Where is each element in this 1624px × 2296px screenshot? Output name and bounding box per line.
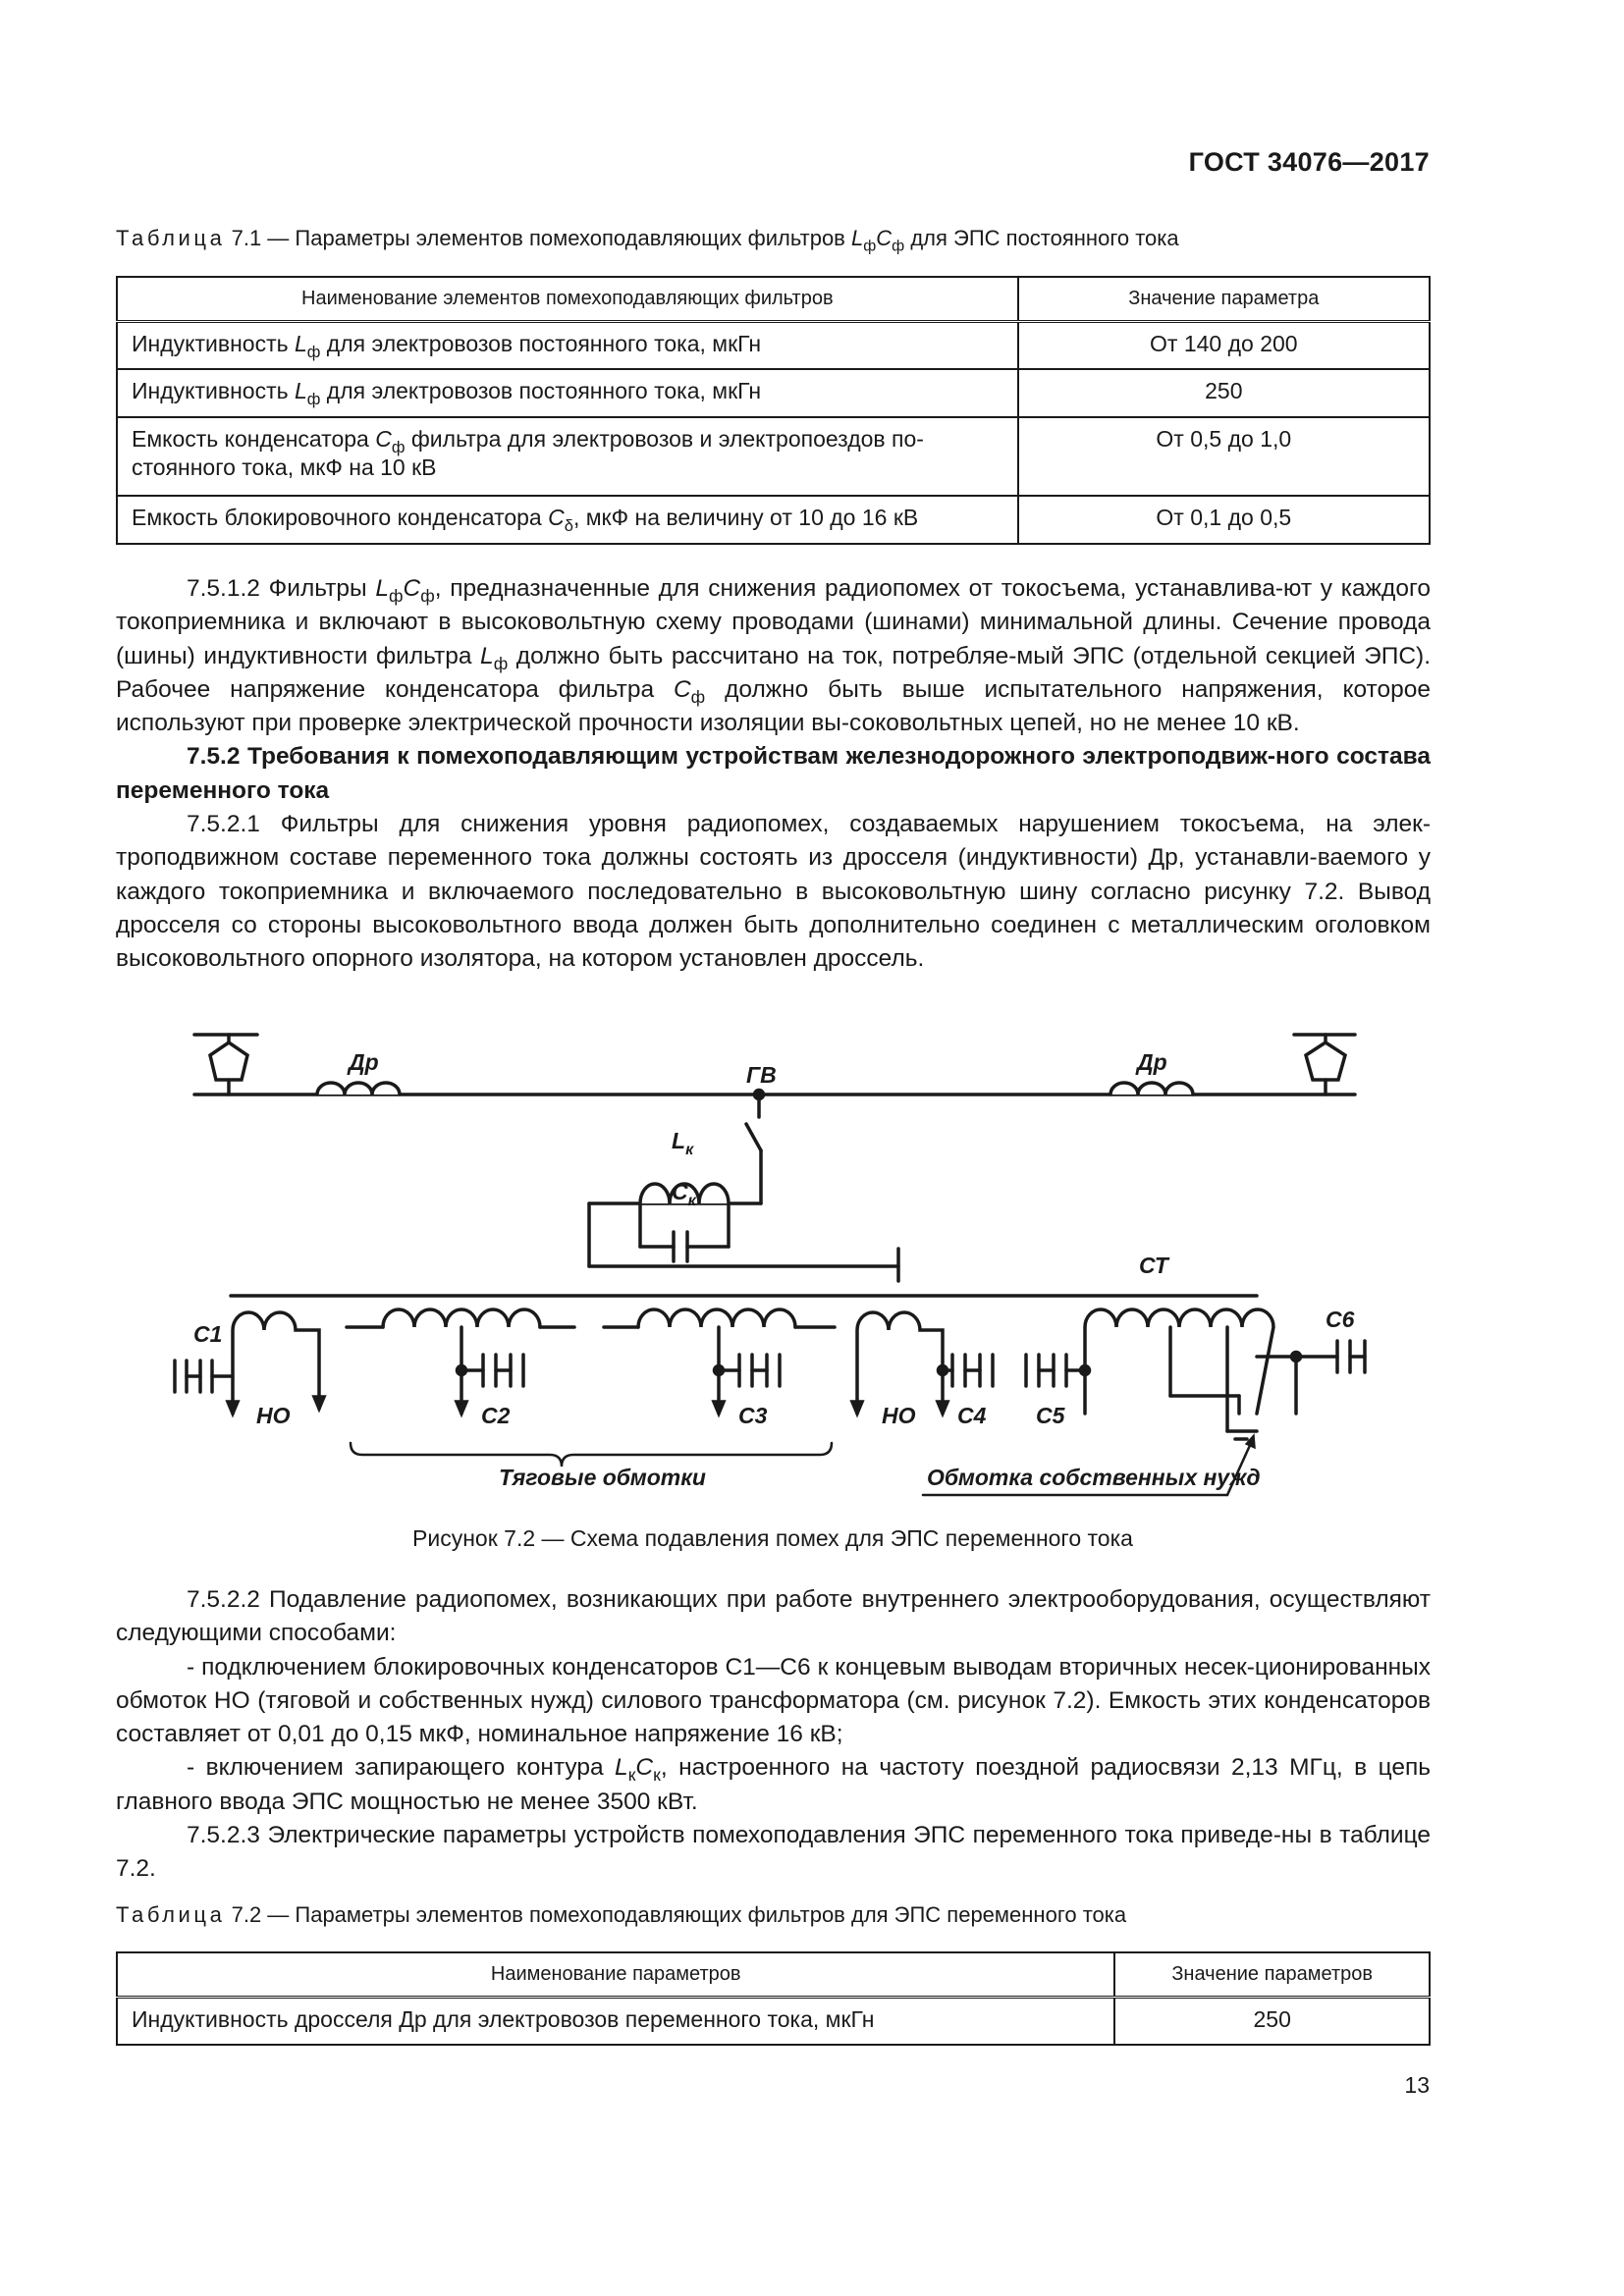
auxiliary-winding [1085,1309,1365,1439]
label-c1: С1 [193,1321,223,1347]
table-row [117,1997,1430,2045]
row-name: Емкость конденсатора $C_ф$ фильтра для электровозов и электропоездов по- стоянного тока, мкФ на 10 кВ [117,417,1018,496]
winding-no-1 [228,1312,324,1414]
label-no-1: НО [256,1403,291,1428]
label-no-2: НО [882,1403,916,1428]
bullet-blocking-capacitors: - подключением блокировочных конденсаторов С1—С6 к концевым выводам вторичных несек-ционированных обмоток НО (тяговой и собственных нужд) силового трансформатора (см. рисунок 7.2). Емкость этих конденсаторов составляет от 0,01 до 0,15 мкФ, номинальное напряжение 16 кВ; [116,1653,1431,1748]
row-value: 250 [1018,369,1430,417]
table-7-2 [116,1951,1431,2046]
winding-no-2 [852,1312,993,1414]
figure-7-2-caption: Рисунок 7.2 — Схема подавления помех для ЭПС переменного тока [412,1525,1133,1551]
label-lk: $L_к$ [672,1128,694,1158]
label-c4: С4 [957,1403,987,1428]
body-text-2 [116,1583,1431,1887]
col-header-value: Значение параметров [1114,1952,1430,1997]
page-number: 13 [1404,2072,1430,2098]
pantograph-right [1294,1035,1355,1095]
gv-breaker-switch [746,1124,761,1150]
label-gv: ГВ [746,1062,777,1088]
paragraph-7-5-2-1: 7.5.2.1 Фильтры для снижения уровня радиопомех, создаваемых нарушением токосъема, на элек-троподвижном составе переменного тока должны состоять из дросселя (индуктивности) Др, устанавли-ваемого у каждого токоприемника и включаемого последовательно в высоковольтную шину согласно рисунку 7.2. Вывод дросселя со стороны высоковольтного ввода должен быть дополнительно соединен с металлическим оголовком высоковольтного опорного изолятора, на котором установлен дроссель. [116,811,1431,973]
bullet-blocking-circuit: - включением запирающего контура $L_кC_к$, настроенного на частоту поездной радиосвязи 2,13 МГц, в цепь главного ввода ЭПС мощностью не менее 3500 кВт. [116,1754,1431,1815]
traction-brace [351,1443,832,1467]
table-header-row [117,1952,1430,1997]
row-name: Емкость блокировочного конденсатора $C_\delta$, мкФ на величину от 10 до 16 кВ [117,496,1018,544]
aux-pointer-arrow-icon [1246,1435,1255,1448]
document-code: ГОСТ 34076—2017 [1188,147,1430,177]
row-name: Индуктивность дросселя Др для электровозов переменного тока, мкГн [117,1997,1114,2045]
row-value: От 0,1 до 0,5 [1018,496,1430,544]
label-ck: $C_к$ [672,1179,696,1209]
row-value: 250 [1114,1997,1430,2045]
label-c3: С3 [738,1403,768,1428]
paragraph-7-5-2-3: 7.5.2.3 Электрические параметры устройств помехоподавления ЭПС переменного тока приведе-ны в таблице 7.2. [116,1822,1431,1883]
table-word: Таблица [116,226,226,250]
choke-dr-right [1110,1083,1193,1095]
table-7-1-caption: Таблица 7.1 — Параметры элементов помехоподавляющих фильтров $L_фC_ф$ для ЭПС постоянного тока [116,226,1179,255]
label-aux-winding: Обмотка собственных нужд [927,1465,1261,1490]
label-c6: С6 [1326,1307,1355,1332]
choke-dr-left [317,1083,400,1095]
row-value: От 0,5 до 1,0 [1018,417,1430,496]
section-heading-7-5-2: 7.5.2 Требования к помехоподавляющим устройствам железнодорожного электроподвиж-ного состава переменного тока [116,743,1431,804]
paragraph-7-5-1-2: 7.5.1.2 Фильтры $L_фC_ф$, предназначенные для снижения радиопомех от токосъема, устанавлива-ют у каждого токоприемника и включают в высоковольтную схему проводами (шинами) минимальной длины. Сечение провода (шины) индуктивности фильтра $L_ф$ должно быть рассчитано на ток, потребляе-мый ЭПС (отдельной секцией ЭПС). Рабочее напряжение конденсатора фильтра $C_ф$ должно быть выше испытательного напряжения, которое используют при проверке электрической прочности изоляции вы-соковольтных цепей, но не менее 10 кВ. [116,575,1432,737]
blocking-circuit-lkck [589,1184,898,1266]
row-name: Индуктивность $L_ф$ для электровозов постоянного тока, мкГн [117,321,1018,369]
col-header-value: Значение параметра [1018,277,1430,321]
row-value: От 140 до 200 [1018,321,1430,369]
capacitor-c5 [1026,1355,1090,1386]
paragraph-7-5-2-2: 7.5.2.2 Подавление радиопомех, возникающих при работе внутреннего электрооборудования, осуществляют следующими способами: [116,1586,1431,1647]
label-traction-windings: Тяговые обмотки [499,1465,706,1490]
label-c2: С2 [481,1403,511,1428]
table-word: Таблица [116,1902,226,1927]
label-ct: СТ [1139,1253,1168,1278]
traction-winding-c3 [604,1309,835,1414]
traction-winding-c2 [347,1309,574,1414]
col-header-name: Наименование элементов помехоподавляющих фильтров [117,277,1018,321]
capacitor-c1 [175,1361,233,1392]
row-name: Индуктивность $L_ф$ для электровозов постоянного тока, мкГн [117,369,1018,417]
label-dr-left: Др [349,1049,379,1075]
label-dr-right: Др [1137,1049,1167,1075]
label-c5: С5 [1036,1403,1065,1428]
col-header-name: Наименование параметров [117,1952,1114,1997]
table-7-2-caption: Таблица 7.2 — Параметры элементов помехоподавляющих фильтров для ЭПС переменного тока [116,1902,1127,1927]
pantograph-left [194,1035,257,1095]
